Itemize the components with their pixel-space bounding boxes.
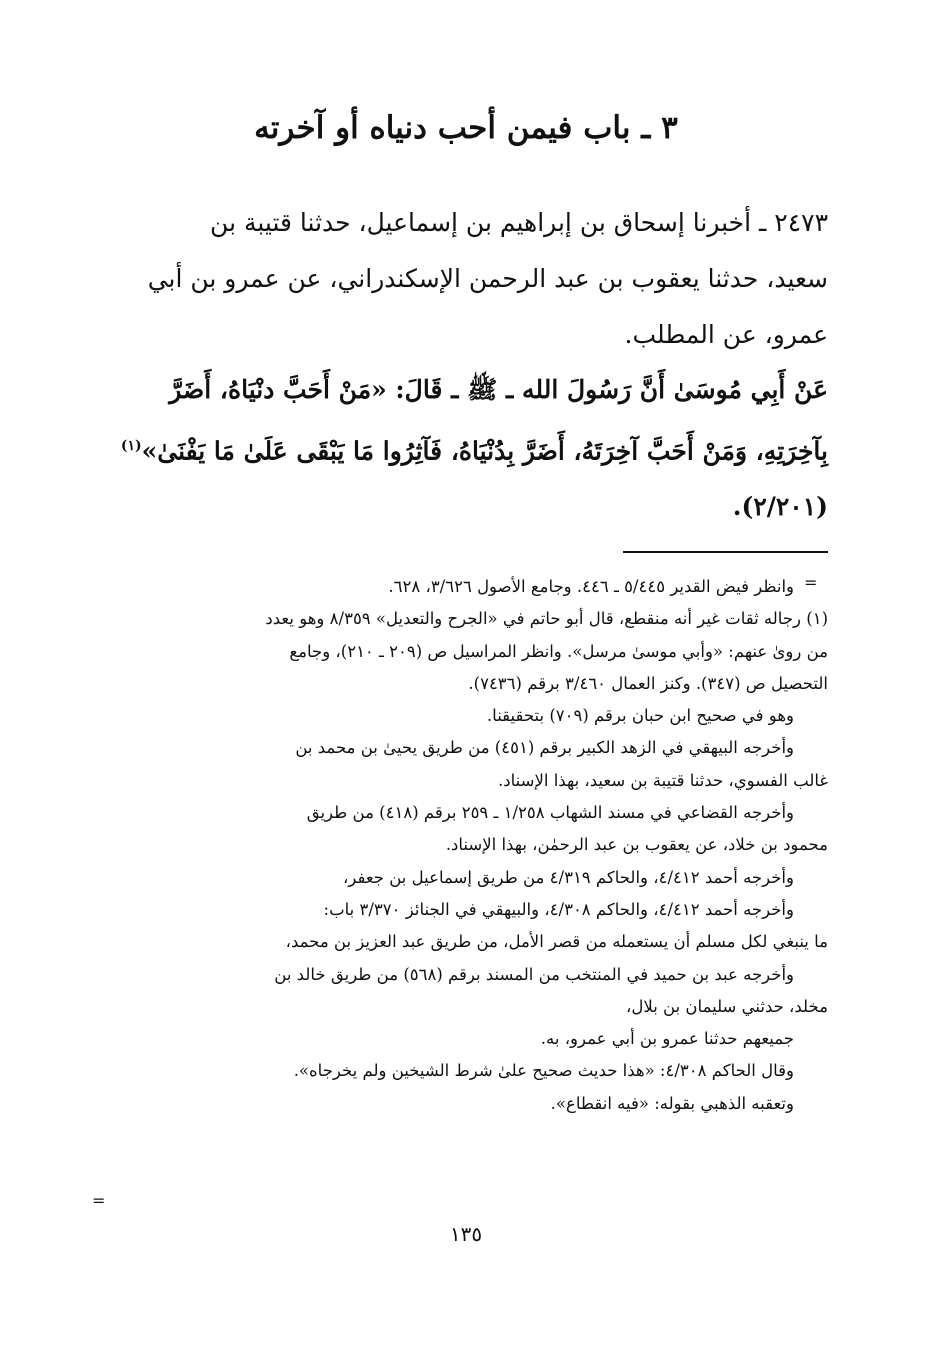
- footnote-line: وقال الحاكم ٤/٣٠٨: «هذا حديث صحيح علىٰ شرط الشيخين ولم يخرجاه».: [293, 1061, 794, 1081]
- footnote-line: وهو في صحيح ابن حبان برقم (٧٠٩) بتحقيقنا.: [486, 706, 794, 726]
- footnote-line: من روىٰ عنهم: «وأبي موسىٰ مرسل». وانظر المراسيل ص (٢٠٩ ـ ٢١٠)، وجامع: [289, 641, 828, 661]
- footnote-line: ما ينبغي لكل مسلم أن يستعمله من قصر الأمل، من طريق عبد العزيز بن محمد،: [285, 932, 828, 952]
- matn-line: [108, 418, 828, 479]
- continuation-mark-bottom: =: [92, 1191, 106, 1210]
- isnad-line: ٢٤٧٣ ـ أخبرنا إسحاق بن إبراهيم بن إسماعيل، حدثنا قتيبة بن: [210, 208, 828, 237]
- footnote-line: وأخرجه القضاعي في مسند الشهاب ١/٢٥٨ ـ ٢٥٩ برقم (٤١٨) من طريق: [306, 803, 794, 823]
- hadith-text: [108, 362, 828, 535]
- footnote-line: وأخرجه أحمد ٤/٤١٢، والحاكم ٤/٣٠٨، والبيهقي في الجنائز ٣/٣٧٠ باب:: [323, 899, 794, 919]
- isnad-line: عمرو، عن المطلب.: [624, 320, 828, 349]
- footnote-line: مخلد، حدثني سليمان بن بلال،: [626, 996, 828, 1016]
- isnad-paragraph: [108, 195, 828, 363]
- footnote-line: وانظر فيض القدير ٥/٤٤٥ ـ ٤٤٦. وجامع الأصول ٣/٦٢٦، ٦٢٨.: [388, 577, 794, 596]
- footnote-line: وتعقبه الذهبي بقوله: «فيه انقطاع».: [550, 1093, 794, 1113]
- footnote-line: محمود بن خلاد، عن يعقوب بن عبد الرحمٰن، بهذا الإسناد.: [445, 835, 828, 855]
- continuation-mark-top: =: [804, 573, 818, 592]
- chapter-title: ٣ ـ باب فيمن أحب دنياه أو آخرته: [254, 110, 678, 146]
- footnote-line: وأخرجه أحمد ٤/٤١٢، والحاكم ٤/٣١٩ من طريق إسماعيل بن جعفر،: [343, 867, 794, 887]
- matn-line: عَنْ أَبِي مُوسَىٰ أَنَّ رَسُولَ الله ـ ﷺ ـ قَالَ: «مَنْ أَحَبَّ دنْيَاهُ، أَضَرَّ: [169, 375, 828, 404]
- footnote-line: (١) رجاله ثقات غير أنه منقطع، قال أبو حاتم في «الجرح والتعديل» ٨/٣٥٩ وهو يعدد: [265, 609, 828, 629]
- footnote-line: جميعهم حدثنا عمرو بن أبي عمرو، به.: [540, 1029, 794, 1049]
- footnote-line: غالب الفسوي، حدثنا قتيبة بن سعيد، بهذا الإسناد.: [498, 770, 828, 790]
- footnote-line: وأخرجه عبد بن حميد في المنتخب من المسند برقم (٥٦٨) من طريق خالد بن: [274, 964, 794, 984]
- footnotes: [108, 571, 828, 1120]
- isnad-line: سعيد، حدثنا يعقوب بن عبد الرحمن الإسكندراني، عن عمرو بن أبي: [147, 264, 828, 293]
- footnote-ref: (١): [120, 438, 142, 454]
- page-number: ١٣٥: [449, 1222, 483, 1246]
- matn-line: (٢/٢٠١).: [732, 492, 828, 522]
- matn-line-text: بِآخِرَتِهِ، وَمَنْ أَحَبَّ آخِرَتَهُ، أَضَرَّ بِدُنْيَاهُ، فَآثِرُوا مَا يَبْقَى عَلَىٰ مَا يَفْنَىٰ»: [141, 436, 828, 466]
- footnote-line: التحصيل ص (٣٤٧). وكنز العمال ٣/٤٦٠ برقم (٧٤٣٦).: [468, 673, 828, 693]
- footnote-separator: [623, 551, 828, 553]
- footnote-line: وأخرجه البيهقي في الزهد الكبير برقم (٤٥١) من طريق يحيىٰ بن محمد بن: [295, 738, 794, 758]
